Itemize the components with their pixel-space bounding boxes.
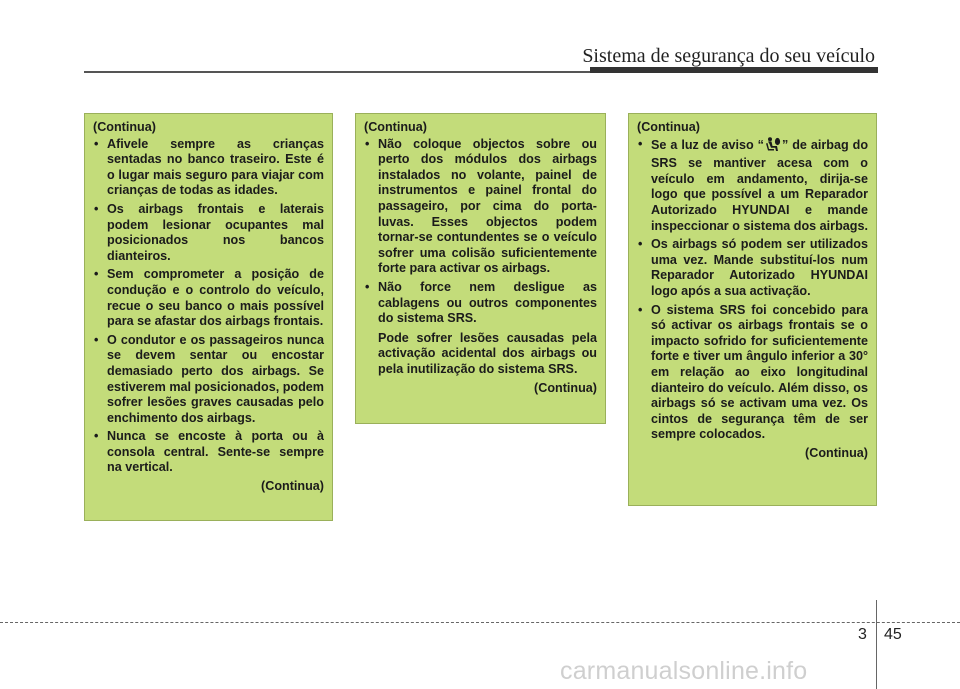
- bullet-item: • O sistema SRS foi concebido para só activar os airbags frontais se o impacto sofrido for suficientemente forte e tiver um ângulo inferior a 30° em relação ao eixo longitudinal dianteiro do veículo. Além disso, os airbags só se activam uma vez. Os cintos de segurança têm de ser sempre colocados.: [637, 303, 868, 443]
- bullet-item: • Não coloque objectos sobre ou perto dos módulos dos airbags instalados no volante, painel de instrumentos e painel frontal do passageiro, por cima do porta-luvas. Esses objectos podem tornar-se contundentes se o veículo sofrer uma colisão suficientemente forte para activar os airbags.: [364, 137, 597, 277]
- bullet-item: • O condutor e os passageiros nunca se devem sentar ou encostar demasiado perto dos airbags. Se estiverem mal posicionados, podem sofrer lesões graves causadas pelo enchimento dos airbags.: [93, 333, 324, 427]
- header-rule-accent: [590, 67, 878, 73]
- paragraph: Pode sofrer lesões causadas pela activação acidental dos airbags ou pela inutilização do sistema SRS.: [378, 330, 597, 376]
- continued-label-bottom: (Continua): [534, 380, 597, 395]
- bullet-item: • Não force nem desligue as cablagens ou outros componentes do sistema SRS.: [364, 280, 597, 327]
- airbag-warning-icon: [765, 137, 781, 157]
- bullet-text-pre: Se a luz de aviso “: [651, 137, 764, 152]
- watermark: carmanualsonline.info: [560, 657, 808, 685]
- section-number: 3: [858, 626, 867, 643]
- continued-label-bottom: (Continua): [805, 445, 868, 460]
- bullet-text-post: ” de airbag do SRS se mantiver acesa com o veículo em andamento, dirija-se logo que possível a um Reparador Autorizado HYUNDAI e mande inspeccionar o sistema dos airbags.: [651, 137, 869, 233]
- bullet-item: • Sem comprometer a posição de condução e o controlo do veículo, recue o seu banco o mais possível para se afastar dos airbags frontais.: [93, 267, 324, 329]
- page-number: 45: [884, 626, 902, 643]
- continued-label-top: (Continua): [637, 120, 700, 134]
- caution-panel-2: [355, 113, 606, 424]
- caution-panel-3: [628, 113, 877, 506]
- bullet-item: [637, 137, 868, 235]
- footer-divider: [876, 600, 877, 689]
- footer-rule: [0, 622, 960, 623]
- bullet-item: • Nunca se encoste à porta ou à consola central. Sente-se sempre na vertical.: [93, 429, 324, 476]
- bullet-item: • Afivele sempre as crianças sentadas no banco traseiro. Este é o lugar mais seguro para viajar com crianças de todas as idades.: [93, 137, 324, 199]
- continued-label-bottom: (Continua): [261, 479, 324, 494]
- bullet-item: • Os airbags frontais e laterais podem lesionar ocupantes mal posicionados nos bancos dianteiros.: [93, 202, 324, 264]
- bullet-item: • Os airbags só podem ser utilizados uma vez. Mande substituí-los num Reparador Autorizado HYUNDAI logo após a sua activação.: [637, 237, 868, 299]
- continued-label-top: (Continua): [93, 120, 156, 134]
- continued-label-top: (Continua): [364, 120, 427, 134]
- caution-panel-1: [84, 113, 333, 521]
- page-header-title: Sistema de segurança do seu veículo: [582, 45, 875, 67]
